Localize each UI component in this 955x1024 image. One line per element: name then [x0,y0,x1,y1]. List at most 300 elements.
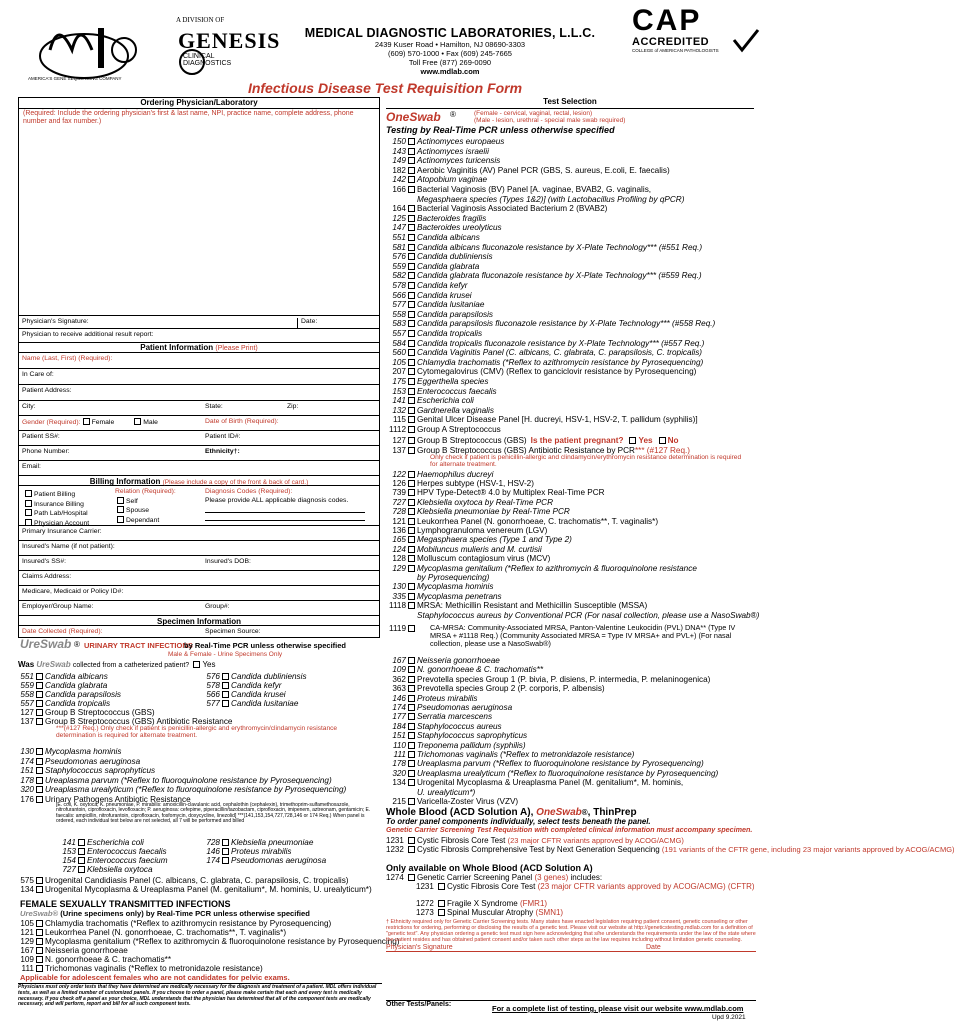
test-checkbox[interactable] [36,886,43,893]
test-item[interactable] [386,175,487,184]
test-checkbox[interactable] [408,723,415,730]
test-label: Varicella-Zoster Virus (VZV) [417,797,519,806]
test-checkbox[interactable] [408,138,415,145]
test-checkbox[interactable] [36,748,43,755]
test-checkbox[interactable] [408,593,415,600]
test-checkbox[interactable] [408,713,415,720]
test-item[interactable] [386,684,605,693]
test-label: Cytomegalovirus (CMV) (Reflex to ganciclovir resistance by Pyrosequencing) [417,367,697,377]
patient-billing-checkbox[interactable] [25,490,32,497]
test-label: U. urealyticum*) [417,787,476,797]
test-code: 111 [21,964,34,973]
test-item[interactable] [386,517,658,526]
test-checkbox[interactable] [408,148,415,155]
test-checkbox[interactable] [408,340,415,347]
test-code: 1118 [389,601,406,611]
test-item[interactable] [386,156,500,165]
test-checkbox[interactable] [36,796,43,803]
test-label: N. gonorrhoeae & C. trachomatis** [417,665,544,675]
test-item[interactable] [14,937,400,946]
test-checkbox[interactable] [408,798,415,805]
test-checkbox[interactable] [408,292,415,299]
test-item[interactable] [386,281,468,290]
test-item[interactable] [386,358,703,367]
test-label: Enterococcus faecium [87,855,168,865]
test-item[interactable] [386,214,486,223]
test-item[interactable] [386,712,492,721]
email[interactable]: Email: [18,461,380,476]
in-care-of[interactable]: In Care of: [18,369,380,385]
test-item[interactable] [386,166,670,175]
test-code: 362 [392,674,406,684]
test-item[interactable] [386,573,489,582]
city[interactable]: City: [22,403,36,410]
test-checkbox[interactable] [36,920,43,927]
test-item[interactable] [386,759,704,768]
test-item[interactable] [14,876,349,885]
test-checkbox[interactable] [408,447,415,454]
test-item[interactable] [386,479,534,488]
test-checkbox[interactable] [36,709,43,716]
test-checkbox[interactable] [408,359,415,366]
diagnosis-note: Please provide ALL applicable diagnosis codes. [205,496,349,504]
test-checkbox[interactable] [408,565,415,572]
pregnant-question: Is the patient pregnant? [530,435,624,445]
test-checkbox[interactable] [408,320,415,327]
test-checkbox[interactable] [408,263,415,270]
test-label: Mobiluncus mulieris and M. curtisii [417,544,542,554]
test-checkbox[interactable] [222,673,229,680]
test-label: Aerobic Vaginitis (AV) Panel PCR (GBS, S. aureus, E.coli, E. faecalis) [417,165,670,175]
test-1231-checkbox[interactable] [408,837,415,844]
test-checkbox[interactable] [408,301,415,308]
test-1272-checkbox[interactable] [438,900,445,907]
test-label: Staphylococcus aureus by Conventional PCR (For nasal collection, please use a NasoSwab®) [417,610,760,620]
test-checkbox[interactable] [222,700,229,707]
male-checkbox[interactable] [134,418,141,425]
test-item[interactable] [56,847,167,856]
test-item[interactable] [200,699,298,708]
policy-id[interactable]: Medicare, Medicaid or Policy ID#: [18,586,380,601]
test-item[interactable]: 137 Group B Streptococcus (GBS) Antibiotic Resistance by PCR*** (#127 Req.) [386,446,690,455]
date-collected[interactable]: Date Collected (Required): [22,628,103,635]
test-checkbox[interactable] [222,848,229,855]
pregnant-yes-label: Yes [638,435,653,445]
test-code: 178 [20,775,34,785]
test-item[interactable] [386,300,484,309]
test-item[interactable] [386,243,702,252]
pregnant-yes-checkbox[interactable] [629,437,636,444]
test-code: 141 [392,396,406,406]
test-checkbox[interactable] [408,704,415,711]
test-checkbox[interactable] [408,368,415,375]
catheter-yes-checkbox[interactable] [193,661,200,668]
test-label: Actinomyces turicensis [417,156,501,166]
test-item[interactable] [14,672,108,681]
physician-sig-line[interactable]: Physician's Signature [386,944,453,951]
physician-signature[interactable]: Physician's Signature: [22,318,89,325]
test-code: 175 [392,377,406,386]
test-item[interactable] [386,348,702,357]
test-label: Klebsiella oxytoca [87,864,153,874]
test-checkbox[interactable] [408,388,415,395]
test-checkbox[interactable] [408,234,415,241]
test-item[interactable] [386,436,679,445]
test-item[interactable] [14,955,171,964]
test-checkbox[interactable] [408,186,415,193]
test-checkbox[interactable] [36,956,43,963]
test-checkbox[interactable] [408,215,415,222]
test-checkbox[interactable] [408,546,415,553]
test-item[interactable] [386,507,570,516]
insurance-billing-checkbox[interactable] [25,500,32,507]
employer[interactable]: Employer/Group Name: [22,603,94,610]
additional-report[interactable]: Physician to receive additional result report: [18,329,380,343]
test-checkbox[interactable] [408,499,415,506]
test-item[interactable] [386,291,472,300]
insured-dob[interactable]: Insured's DOB: [205,558,251,565]
test-label: Staphylococcus saprophyticus [417,731,528,741]
test-code: 583 [392,319,406,329]
test-checkbox[interactable] [36,929,43,936]
test-checkbox[interactable] [408,282,415,289]
pathlab-label: Path Lab/Hospital [34,510,88,517]
test-label: Mycoplasma genitalium (*Reflex to azithromycin & fluoroquinolone resistance by Pyrosequencing) [45,937,400,946]
ethnicity[interactable]: Ethnicity†: [205,448,240,455]
test-checkbox[interactable] [408,770,415,777]
test-checkbox[interactable] [408,407,415,414]
test-item[interactable] [386,788,475,797]
test-checkbox[interactable] [408,176,415,183]
test-checkbox[interactable] [78,848,85,855]
test-code: 141 [62,837,76,847]
insured-name[interactable]: Insured's Name (if not patient): [18,541,380,556]
test-item[interactable] [386,797,518,806]
test-item[interactable] [386,592,502,601]
test-item[interactable] [386,731,527,740]
test-checkbox[interactable] [408,437,415,444]
test-item[interactable] [14,946,128,955]
patient-address[interactable]: Patient Address: [18,385,380,401]
test-checkbox[interactable] [408,244,415,251]
claims-address[interactable]: Claims Address: [18,571,380,586]
physician-box[interactable]: (Required: Include the ordering physician's first & last name, NPI, practice name, complete address, phone number and fax number.) [18,108,380,316]
specimen-source[interactable]: Specimen Source: [205,628,261,635]
test-item[interactable] [386,252,493,261]
test-item[interactable] [200,690,286,699]
test-item[interactable] [386,262,479,271]
dob[interactable]: Date of Birth (Required): [205,418,279,425]
pregnant-no-checkbox[interactable] [659,437,666,444]
test-code: 132 [392,405,406,415]
sub-1231-checkbox[interactable] [438,883,445,890]
test-checkbox[interactable] [408,349,415,356]
test-checkbox[interactable] [36,947,43,954]
physician-date-line[interactable]: Date [646,944,661,951]
website-link[interactable]: For a complete list of testing, please visit our website www.mdlab.com [492,1004,744,1013]
test-checkbox[interactable] [408,224,415,231]
test-checkbox[interactable] [408,751,415,758]
left-tagline: AMERICA'S GENE SEQUENCING COMPANY [28,76,122,81]
test-label: Mycoplasma genitalium (*Reflex to azithromycin & fluoroquinolone resistance [417,563,697,573]
test-checkbox[interactable] [408,508,415,515]
test-checkbox[interactable] [408,602,415,609]
test-item[interactable] [386,271,702,280]
test-checkbox[interactable] [78,839,85,846]
test-code: 142 [392,175,406,185]
test-item[interactable] [14,681,107,690]
test-label: Ureaplasma urealyticum (*Reflex to fluoroquinolone resistance by Pyrosequencing) [45,785,347,794]
test-label: Leukorrhea Panel (N. gonorrhoeae, C. trachomatis**, T. vaginalis*) [45,928,287,937]
test-item[interactable] [386,339,704,348]
test-item[interactable] [386,319,715,328]
test-1232-checkbox[interactable] [408,846,415,853]
diagnosis-field-2[interactable] [205,513,365,521]
spouse-checkbox[interactable] [117,506,124,513]
test-item[interactable] [386,137,504,146]
test-checkbox[interactable] [408,685,415,692]
uti-note: Male & Female - Urine Specimens Only [168,651,283,658]
wb-sub: To order panel components individually, select tests beneath the panel. [386,817,651,826]
test-item[interactable] [386,498,553,507]
test-checkbox[interactable] [36,877,43,884]
female-sti-sub: UreSwab® (Urine specimens only) by Real-Time PCR unless otherwise specified [20,909,310,918]
test-item[interactable] [386,470,493,479]
test-label: Neisseria gonorrhoeae [45,946,128,955]
test-checkbox[interactable] [408,518,415,525]
test-checkbox[interactable] [408,253,415,260]
test-item[interactable] [386,195,684,204]
test-item[interactable] [386,769,718,778]
test-checkbox[interactable] [222,691,229,698]
test-checkbox[interactable] [408,272,415,279]
test-item[interactable] [386,535,572,544]
test-item[interactable] [386,147,489,156]
test-checkbox[interactable] [408,480,415,487]
cap-foot: COLLEGE of AMERICAN PATHOLOGISTS [632,48,719,53]
test-item[interactable] [14,690,121,699]
test-label: Trichomonas vaginalis (*Reflex to metronidazole resistance) [417,750,635,759]
test-item[interactable] [386,675,710,684]
test-checkbox[interactable] [408,779,415,786]
test-checkbox[interactable] [222,839,229,846]
test-item[interactable] [14,785,346,794]
test-item[interactable] [386,223,502,232]
test-item[interactable] [14,928,286,937]
test-checkbox[interactable] [408,471,415,478]
test-item[interactable] [386,415,698,424]
test-item[interactable] [386,377,488,386]
group-number[interactable]: Group#: [205,603,230,610]
test-checkbox[interactable] [408,555,415,562]
test-checkbox[interactable] [78,857,85,864]
test-checkbox[interactable] [408,625,415,632]
test-item[interactable] [56,856,168,865]
test-item[interactable] [386,526,547,535]
test-item[interactable] [386,545,542,554]
pathlab-checkbox[interactable] [25,509,32,516]
test-item[interactable] [200,838,313,847]
test-item[interactable] [14,757,140,766]
test-checkbox[interactable] [408,657,415,664]
patient-id[interactable]: Patient ID#: [205,433,241,440]
test-code: 728 [206,837,220,847]
test-item[interactable] [386,741,526,750]
test-label: Gardnerella vaginalis [417,405,494,415]
test-label: Klebsiella oxytoca by Real-Time PCR [417,497,553,507]
test-item[interactable] [386,656,500,665]
test-label: Candida tropicalis fluconazole resistance by X-Plate Technology*** (#557 Req.) [417,338,705,348]
test-item[interactable] [386,310,493,319]
test-checkbox[interactable] [408,732,415,739]
test-checkbox[interactable] [408,426,415,433]
diagnosis-field[interactable] [205,505,365,513]
sig-date[interactable]: Date: [297,318,317,329]
test-item[interactable] [386,694,478,703]
test-code: 164 [392,204,406,214]
test-item[interactable] [200,672,307,681]
test-code: 363 [392,684,406,694]
test-checkbox[interactable] [36,718,43,725]
test-item[interactable] [386,425,501,434]
test-item[interactable] [386,554,550,563]
test-checkbox[interactable] [408,157,415,164]
test-code: 174 [206,855,220,865]
other-tests[interactable]: Other Tests/Panels: [386,1001,452,1008]
test-item[interactable] [386,624,417,633]
test-item[interactable] [386,722,502,731]
test-label: Candida albicans [45,672,108,681]
test-checkbox[interactable] [408,536,415,543]
test-item[interactable] [386,750,634,759]
test-item[interactable] [14,776,332,785]
patient-ssn[interactable]: Patient SS#: [22,433,60,440]
test-item[interactable] [200,847,292,856]
test-item[interactable] [14,747,121,756]
test-checkbox[interactable] [408,397,415,404]
test-item[interactable] [386,601,647,610]
test-item[interactable] [386,204,607,213]
test-checkbox[interactable] [36,767,43,774]
test-item[interactable] [386,233,480,242]
insured-ssn[interactable]: Insured's SS#: [22,558,66,565]
test-item[interactable] [56,838,144,847]
oneswab-note-2: (Male - lesion, urethral - special male swab required) [474,117,626,124]
physician-account-checkbox[interactable] [25,519,32,526]
test-checkbox[interactable] [36,673,43,680]
test-1274-checkbox[interactable] [408,874,415,881]
zip[interactable]: Zip: [287,403,299,410]
test-item[interactable] [14,885,372,894]
test-label: Group B Streptococcus (GBS) Antibiotic Resistance by PCR [417,445,635,455]
test-checkbox[interactable] [408,695,415,702]
test-item[interactable] [386,367,696,376]
test-checkbox[interactable] [408,205,415,212]
state[interactable]: State: [205,403,223,410]
ca-mrsa-label: CA-MRSA: Community-Associated MRSA, Panton-Valentine Leukocidin (PVL) DNA** (Type IV MRSA + #1118 Req.) (Community Associated MRSA = Type IV MRSA+ and PVL+) (For nasal collection, please use a NasoSwab®) [430,623,736,648]
test-item[interactable] [386,564,697,573]
test-item[interactable] [386,611,759,620]
self-checkbox[interactable] [117,497,124,504]
test-checkbox[interactable] [36,758,43,765]
test-checkbox[interactable] [408,583,415,590]
test-checkbox[interactable] [78,866,85,873]
test-checkbox[interactable] [36,938,43,945]
test-checkbox[interactable] [408,527,415,534]
cap-text: CAP [632,4,702,37]
test-item[interactable] [14,766,155,775]
test-item[interactable] [386,396,474,405]
test-code: 150 [392,137,406,146]
test-checkbox[interactable] [408,489,415,496]
test-checkbox[interactable] [408,167,415,174]
test-checkbox[interactable] [36,700,43,707]
test-item[interactable] [386,582,493,591]
test-checkbox[interactable] [408,666,415,673]
genesis-brand: GENESIS [178,28,281,53]
test-checkbox[interactable] [408,416,415,423]
patient-name[interactable]: Name (Last, First) (Required): [18,353,380,369]
test-checkbox[interactable] [36,786,43,793]
test-label: Candida parapsilosis [45,690,122,699]
primary-insurance[interactable]: Primary Insurance Carrier: [18,526,380,541]
test-item[interactable] [200,856,326,865]
adolescent-note: Applicable for adolescent females who are not candidates for pelvic exams. [20,973,290,982]
checkmark-icon [732,28,760,52]
test-item[interactable] [14,964,263,973]
test-item[interactable] [386,488,605,497]
wb-red-note: Genetic Carrier Screening Test Requisition with completed clinical information must accompany specimen. [386,825,753,834]
test-item[interactable] [386,665,543,674]
test-label: Pseudomonas aeruginosa [45,756,141,766]
test-label: Megasphaera species (Types 1&2)] (with Lactobacillus Profiling by qPCR) [417,194,685,204]
test-item[interactable] [386,778,683,787]
test-checkbox[interactable] [408,742,415,749]
test-label: Candida krusei [417,290,472,300]
test-item[interactable] [200,681,282,690]
test-checkbox[interactable] [36,691,43,698]
test-item[interactable] [14,708,155,717]
test-1273-checkbox[interactable] [438,909,445,916]
phone[interactable]: Phone Number: [22,448,70,455]
test-checkbox[interactable] [408,378,415,385]
test-item[interactable] [56,865,153,874]
test-checkbox[interactable] [408,311,415,318]
test-code: 559 [20,681,34,690]
test-checkbox[interactable] [408,330,415,337]
test-item[interactable] [386,329,482,338]
dependant-checkbox[interactable] [117,516,124,523]
test-item[interactable] [386,406,494,415]
test-code: 174 [392,703,406,712]
test-code: 136 [392,526,406,535]
test-checkbox[interactable] [408,676,415,683]
test-item[interactable] [386,703,512,712]
test-item[interactable] [386,185,651,194]
test-checkbox[interactable] [36,682,43,689]
test-item[interactable] [14,919,331,928]
test-checkbox[interactable] [36,777,43,784]
test-checkbox[interactable] [222,682,229,689]
test-code: 105 [392,357,406,367]
test-item[interactable] [386,387,497,396]
test-item[interactable] [14,699,110,708]
test-checkbox[interactable] [36,965,43,972]
test-label: Candida parapsilosis fluconazole resistance by X-Plate Technology*** (#558 Req.) [417,319,716,329]
test-checkbox[interactable] [408,760,415,767]
female-checkbox[interactable] [83,418,90,425]
test-checkbox[interactable] [222,857,229,864]
